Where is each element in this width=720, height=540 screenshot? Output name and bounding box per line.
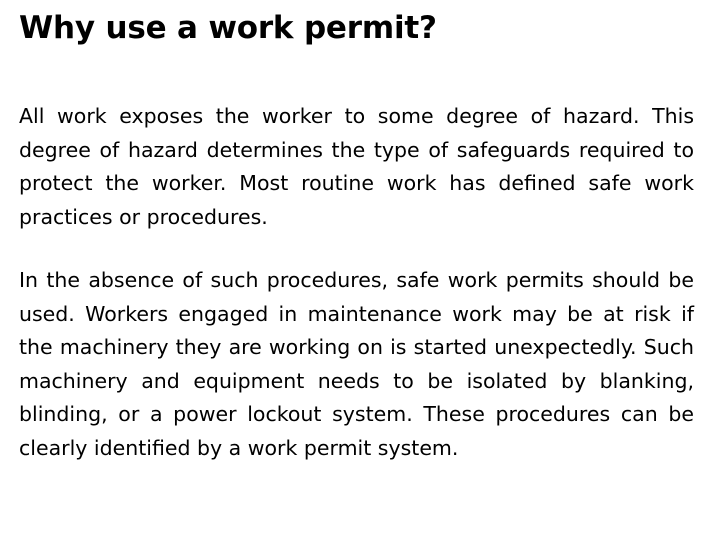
slide-title: Why use a work permit? <box>19 10 437 46</box>
paragraph-permits: In the absence of such procedures, safe work permits should be used. Workers engaged in maintenance work may be at risk if the machinery they are working on is started unexpectedly. Such machinery and equipment needs to be isolated by blanking, blinding, or a power lockout system. These procedures can be clearly identified by a work permit system. <box>19 268 694 460</box>
paragraph-hazard: All work exposes the worker to some degree of hazard. This degree of hazard determines the type of safeguards required to protect the worker. Most routine work has defined safe work practices or procedures. <box>19 104 694 229</box>
